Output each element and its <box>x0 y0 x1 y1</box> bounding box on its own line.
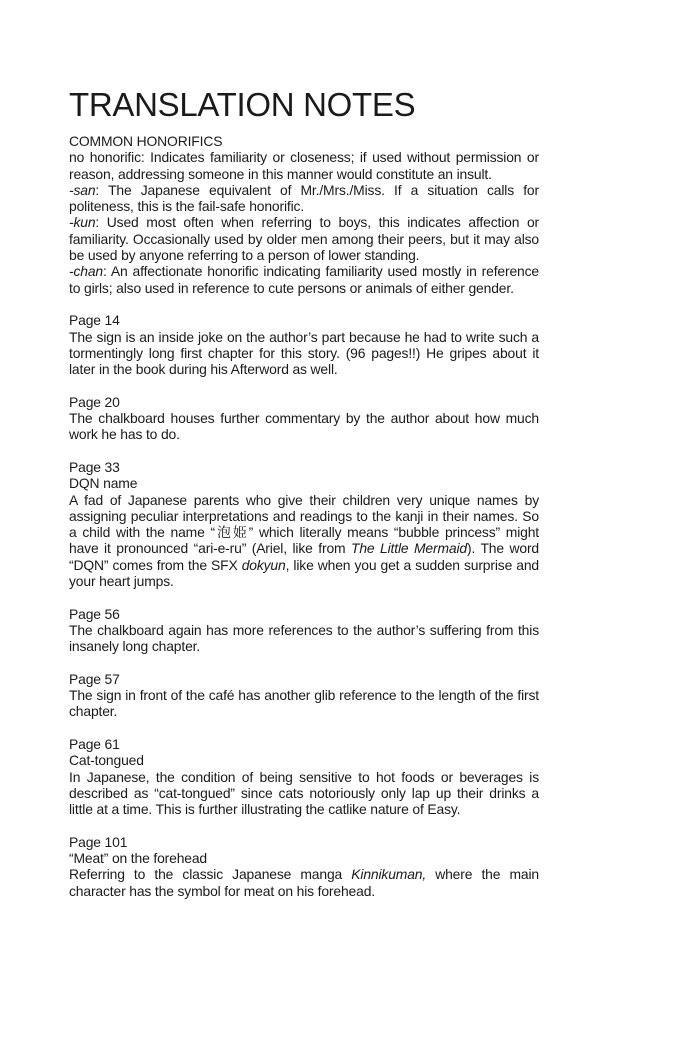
honorific-term: -kun <box>69 214 96 231</box>
note-page: Page 57 <box>69 670 120 687</box>
note-body: The sign in front of the café has another glib reference to the length of the first chapter. <box>69 687 539 720</box>
note-page: Page 14 <box>69 312 120 329</box>
honorific-san <box>69 182 539 215</box>
note-page: Page 20 <box>69 393 120 410</box>
note-page-101 <box>69 834 539 899</box>
note-page-61 <box>69 736 539 817</box>
note-subtitle: “Meat” on the forehead <box>69 850 208 867</box>
note-page-57 <box>69 671 539 720</box>
section-heading: COMMON HONORIFICS <box>69 133 223 149</box>
note-page: Page 56 <box>69 605 120 622</box>
page-title: TRANSLATION NOTES <box>69 86 416 123</box>
note-body <box>69 866 539 899</box>
body-text: where the main character has the symbol for meat on his forehead. <box>69 866 539 899</box>
honorific-text: : An affectionate honorific indicating familiarity used mostly in reference to girls; also used in reference to cute persons or animals of either gender. <box>69 263 539 296</box>
honorific-kun <box>69 214 539 263</box>
honorific-text: : The Japanese equivalent of Mr./Mrs./Miss. If a situation calls for politeness, this is the fail-safe honorific. <box>69 181 539 215</box>
body-italic: The Little Mermaid <box>351 540 467 557</box>
note-subtitle: Cat-tongued <box>69 752 144 769</box>
note-body <box>69 492 539 590</box>
honorific-term: -san <box>69 181 96 198</box>
body-text: ). The word “DQN” comes from the SFX <box>69 540 540 573</box>
body-text: A fad of Japanese parents who give their children very unique names by assigning peculiar interpretations and readings to the kanji in their names. So a child with the name “泡姫” which literally means “bubble princess” might have it pronounced “ari-e-ru” (Ariel, like from <box>69 491 539 557</box>
body-text: Referring to the classic Japanese manga <box>69 866 352 883</box>
note-page-20 <box>69 394 539 443</box>
note-body: In Japanese, the condition of being sensitive to hot foods or beverages is described as “cat-tongued” since cats notoriously only lap up their drinks a little at a time. This is further illustrating the catlike nature of Easy. <box>69 768 539 818</box>
note-body: The chalkboard again has more references to the author’s suffering from this insanely long chapter. <box>69 621 539 655</box>
note-page: Page 101 <box>69 833 128 850</box>
body-italic: Kinnikuman, <box>351 866 427 883</box>
honorific-term: -chan <box>69 263 103 280</box>
note-page-33 <box>69 459 539 589</box>
body-italic: dokyun <box>241 556 286 573</box>
body-text: , like when you get a sudden surprise and your heart jumps. <box>69 556 540 590</box>
honorifics-section <box>69 133 539 296</box>
honorific-text: no honorific: Indicates familiarity or closeness; if used without permission or reason, addressing someone in this manner would constitute an insult. <box>69 149 539 182</box>
note-body: The sign is an inside joke on the author’s part because he had to write such a tormentingly long first chapter for this story. (96 pages!!) He gripes about it later in the book during his Afterword as well. <box>69 328 539 378</box>
honorific-chan <box>69 263 539 296</box>
honorific-text: : Used most often when referring to boys, this indicates affection or familiarity. Occasionally used by older men among their peers, but it may also be used by anyone referring to a person of lower standing. <box>69 214 539 264</box>
translation-notes-page <box>69 86 539 915</box>
note-page-56 <box>69 606 539 655</box>
honorific-none <box>69 149 539 182</box>
note-page-14 <box>69 312 539 377</box>
note-page: Page 61 <box>69 735 120 752</box>
note-body: The chalkboard houses further commentary by the author about how much work he has to do. <box>69 410 539 443</box>
note-page: Page 33 <box>69 458 120 475</box>
note-subtitle: DQN name <box>69 475 138 492</box>
